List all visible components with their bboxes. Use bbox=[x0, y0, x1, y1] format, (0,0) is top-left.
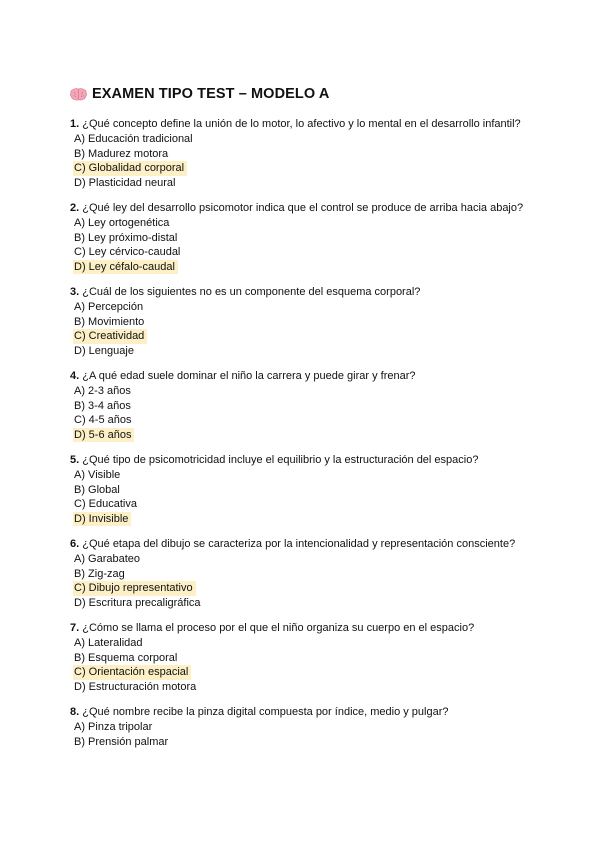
question-stem: ¿Qué tipo de psicomotricidad incluye el equilibrio y la estructuración del espacio? bbox=[82, 454, 479, 466]
question-text bbox=[70, 285, 540, 300]
answer-option-label: D) Escritura precaligráfica bbox=[74, 596, 201, 609]
question-text bbox=[70, 537, 540, 552]
answer-option bbox=[70, 735, 540, 750]
question-stem: ¿Cuál de los siguientes no es un componente del esquema corporal? bbox=[82, 286, 421, 298]
answer-option-label: A) 2-3 años bbox=[74, 385, 131, 397]
answer-option bbox=[70, 315, 540, 330]
question-2 bbox=[70, 201, 540, 274]
answer-option-label: C) Educativa bbox=[74, 498, 137, 510]
question-1 bbox=[70, 117, 540, 190]
answer-option bbox=[70, 147, 540, 162]
answer-option-label: D) 5-6 años bbox=[73, 428, 134, 443]
answer-option-correct bbox=[70, 260, 540, 275]
answer-option-label: D) Ley céfalo-caudal bbox=[73, 260, 178, 275]
answer-option-label: B) Prensión palmar bbox=[74, 735, 169, 748]
answer-option-label: B) 3-4 años bbox=[74, 399, 131, 412]
question-number: 2. bbox=[70, 202, 80, 214]
question-stem: ¿Qué nombre recibe la pinza digital compuesta por índice, medio y pulgar? bbox=[82, 706, 449, 718]
answer-option-label: B) Madurez motora bbox=[74, 147, 169, 160]
question-3 bbox=[70, 285, 540, 358]
answer-option-label: B) Zig-zag bbox=[74, 567, 125, 580]
question-text bbox=[70, 621, 540, 636]
question-number: 6. bbox=[70, 538, 80, 550]
answer-option bbox=[70, 413, 540, 428]
answer-option-label: C) Dibujo representativo bbox=[73, 581, 196, 596]
answer-option bbox=[70, 231, 540, 246]
answer-option bbox=[70, 552, 540, 567]
answer-option-label: C) Globalidad corporal bbox=[73, 161, 187, 176]
answer-option-label: A) Visible bbox=[74, 469, 121, 481]
answer-option-label: C) Orientación espacial bbox=[73, 665, 191, 680]
answer-option-label: A) Educación tradicional bbox=[74, 133, 193, 145]
question-4 bbox=[70, 369, 540, 442]
answer-option-label: A) Pinza tripolar bbox=[74, 721, 153, 733]
answer-option bbox=[70, 300, 540, 315]
answer-option bbox=[70, 680, 540, 695]
answer-option-label: B) Global bbox=[74, 483, 120, 496]
question-number: 4. bbox=[70, 370, 80, 382]
answer-option bbox=[70, 384, 540, 399]
question-number: 5. bbox=[70, 454, 80, 466]
answer-option bbox=[70, 483, 540, 498]
question-list bbox=[70, 117, 540, 749]
answer-option bbox=[70, 132, 540, 147]
question-7 bbox=[70, 621, 540, 694]
question-stem: ¿Qué concepto define la unión de lo motor, lo afectivo y lo mental en el desarrollo infantil? bbox=[82, 118, 521, 130]
exam-title bbox=[70, 86, 540, 102]
question-stem: ¿A qué edad suele dominar el niño la carrera y puede girar y frenar? bbox=[82, 370, 416, 382]
answer-option bbox=[70, 468, 540, 483]
answer-option bbox=[70, 720, 540, 735]
answer-option-label: A) Garabateo bbox=[74, 553, 141, 565]
question-number: 1. bbox=[70, 118, 80, 130]
answer-option bbox=[70, 216, 540, 231]
answer-option-label: C) 4-5 años bbox=[74, 414, 132, 426]
answer-option-label: C) Creatividad bbox=[73, 329, 147, 344]
answer-option bbox=[70, 636, 540, 651]
answer-option-label: A) Ley ortogenética bbox=[74, 217, 170, 229]
question-text bbox=[70, 453, 540, 468]
question-5 bbox=[70, 453, 540, 526]
question-text bbox=[70, 201, 540, 216]
question-text bbox=[70, 705, 540, 720]
question-stem: ¿Qué ley del desarrollo psicomotor indica que el control se produce de arriba hacia abajo? bbox=[82, 202, 524, 214]
answer-option bbox=[70, 596, 540, 611]
question-text bbox=[70, 117, 540, 132]
question-6 bbox=[70, 537, 540, 610]
answer-option-correct bbox=[70, 581, 540, 596]
answer-option-label: D) Lenguaje bbox=[74, 344, 134, 357]
question-number: 8. bbox=[70, 706, 80, 718]
question-stem: ¿Qué etapa del dibujo se caracteriza por la intencionalidad y representación consciente? bbox=[82, 538, 516, 550]
exam-title-text: EXAMEN TIPO TEST – MODELO A bbox=[92, 86, 330, 102]
question-8 bbox=[70, 705, 540, 749]
question-text bbox=[70, 369, 540, 384]
brain-icon bbox=[70, 88, 87, 101]
answer-option-correct bbox=[70, 665, 540, 680]
answer-option-label: B) Movimiento bbox=[74, 315, 145, 328]
answer-option-correct bbox=[70, 512, 540, 527]
answer-option-correct bbox=[70, 161, 540, 176]
answer-option bbox=[70, 497, 540, 512]
question-stem: ¿Cómo se llama el proceso por el que el niño organiza su cuerpo en el espacio? bbox=[82, 622, 475, 634]
answer-option bbox=[70, 567, 540, 582]
question-number: 3. bbox=[70, 286, 80, 298]
answer-option-label: D) Plasticidad neural bbox=[74, 176, 176, 189]
answer-option-label: D) Invisible bbox=[73, 512, 131, 527]
answer-option-label: B) Esquema corporal bbox=[74, 651, 178, 664]
answer-option bbox=[70, 245, 540, 260]
answer-option-label: D) Estructuración motora bbox=[74, 680, 197, 693]
answer-option-label: A) Lateralidad bbox=[74, 637, 143, 649]
answer-option bbox=[70, 176, 540, 191]
answer-option bbox=[70, 399, 540, 414]
answer-option-label: B) Ley próximo-distal bbox=[74, 231, 178, 244]
answer-option bbox=[70, 344, 540, 359]
answer-option-label: A) Percepción bbox=[74, 301, 144, 313]
answer-option-label: C) Ley cérvico-caudal bbox=[74, 246, 181, 258]
answer-option-correct bbox=[70, 329, 540, 344]
answer-option-correct bbox=[70, 428, 540, 443]
question-number: 7. bbox=[70, 622, 80, 634]
answer-option bbox=[70, 651, 540, 666]
